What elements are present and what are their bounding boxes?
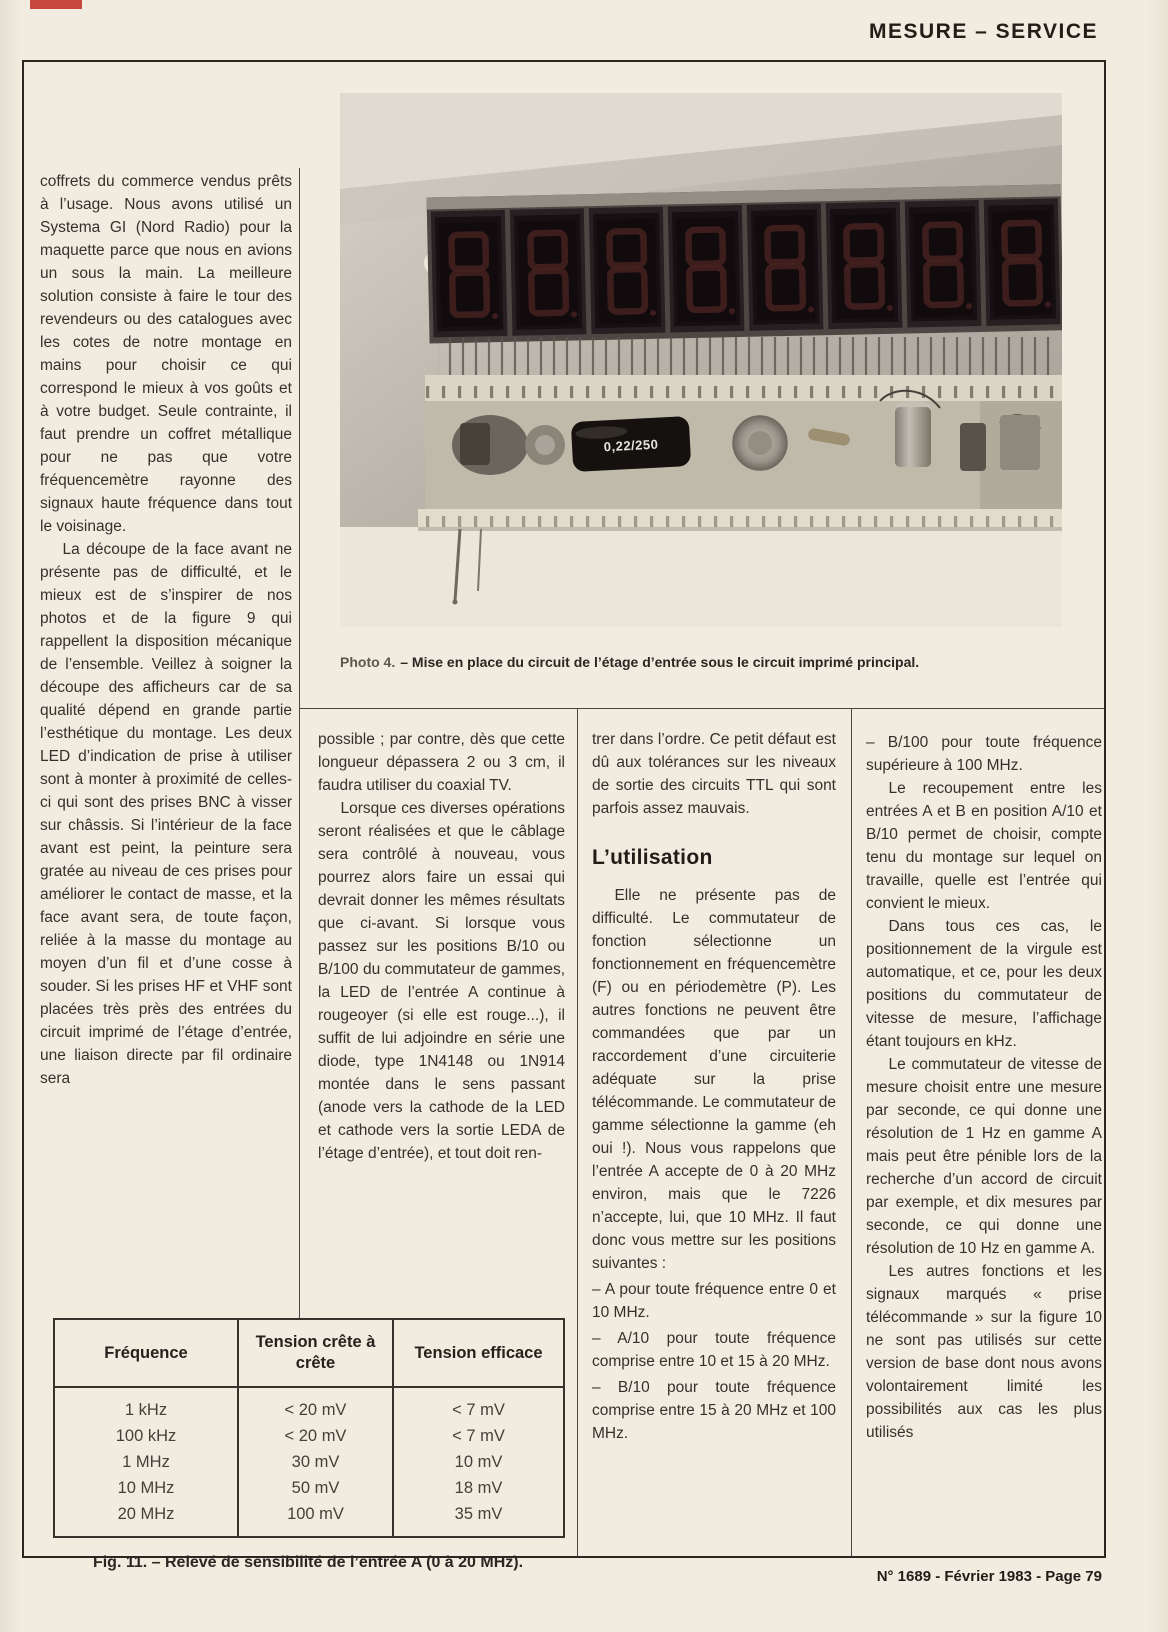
cell: < 7 mV: [393, 1423, 564, 1449]
cell: 30 mV: [238, 1449, 393, 1475]
list-item: – B/10 pour toute fréquence comprise entre 15 à 20 MHz et 100 MHz.: [592, 1379, 836, 1442]
main-board-edge: [425, 375, 1062, 401]
figure-caption: Fig. 11. – Relevé de sensibilité de l’entrée A (0 à 20 MHz).: [92, 1554, 524, 1571]
page-footer: N° 1689 - Février 1983 - Page 79: [876, 1568, 1102, 1585]
display-row: [427, 184, 1062, 343]
cell: < 20 mV: [238, 1387, 393, 1423]
paragraph: Le commutateur de vitesse de mesure choisit entre une mesure par seconde, ce qui donne une résolution de 1 Hz en gamme A mais peut être pénible lors de la recherche d’un accord de circuit par exemple, et dix mesures par seconde, ce qui donne une résolution de 10 Hz en gamme A.: [866, 1056, 1102, 1257]
photo-caption-text: – Mise en place du circuit de l’étage d’entrée sous le circuit imprimé principal.: [400, 654, 920, 670]
cell: < 20 mV: [238, 1423, 393, 1449]
section-header: MESURE – SERVICE: [868, 20, 1098, 43]
cell: < 7 mV: [393, 1387, 564, 1423]
column-header: Tension crête à crête: [238, 1319, 393, 1387]
cell: 18 mV: [393, 1475, 564, 1501]
table-row: [54, 1423, 564, 1449]
component-block: [1000, 415, 1040, 470]
column-header: Tension efficace: [393, 1319, 564, 1387]
photo-circuit-board: [340, 93, 1062, 627]
input-stage-components: [425, 391, 1062, 511]
paragraph: coffrets du commerce vendus prêts à l’usage. Nous avons utilisé un Systema GI (Nord Radio) pour la maquette parce que nous en avions un sous la main. La meilleure solution consiste à faire le tour des revendeurs ou des catalogues avec les cotes de notre montage en mains pour choisir ce qui correspond le mieux à vos goûts et à votre budget. Seule contrainte, il faut prendre un coffret métallique pour ne pas que votre fréquencemètre rayonne des signaux haute fréquence dans tout le voisinage.: [40, 173, 292, 535]
sensitivity-table: [53, 1318, 565, 1538]
table-surface: [340, 527, 1062, 627]
paragraph: La découpe de la face avant ne présente pas de difficulté, et le mieux est de s’inspirer de nos photos et de la figure 9 qui rappellent la disposition mécanique de l’ensemble. Veillez à soigner la découpe des afficheurs car de sa qualité dépend en grande partie l’esthétique du montage. Les deux LED d’indication de prise à utiliser sont à monter à proximité de celles-ci qui sont des prises BNC à visser sur châssis. Si l’intérieur de la face avant est peint, la peinture sera gratée au niveau de ces prises pour améliorer le contact de masse, et la face avant sera, de toute façon, reliée à la masse du montage au moyen d’un fil et d’une cosse à souder. Si les prises HF et VHF sont placées très près des entrées du circuit imprimé de l’étage d’entrée, une liaison directe par fil ordinaire sera: [40, 541, 292, 1087]
component-block: [960, 423, 986, 471]
article-column-3: [592, 728, 836, 1554]
paragraph: Dans tous ces cas, le positionnement de la virgule est automatique, et ce, pour les deux positions du commutateur de vitesse de mesure, l’affichage étant toujours en kHz.: [866, 918, 1102, 1050]
photo-caption-label: Photo 4.: [340, 654, 396, 670]
paragraph: Elle ne présente pas de difficulté. Le commutateur de fonction sélectionne un fonctionnement en fréquencemètre (F) ou en périodemètre (P). Les autres fonctions ne peuvent être commandées que par un raccordement d’une circuiterie adéquate sur la prise télécommande. Le commutateur de gamme sélectionne la gamme (eh oui !). Nous vous rappelons que l’entrée A accepte de 0 à 20 MHz environ, mais que le 7226 n’accepte, lui, que 10 MHz. Il faut donc vous mettre sur les positions suivantes :: [592, 887, 836, 1272]
list-item: – A/10 pour toute fréquence comprise entre 10 et 15 à 20 MHz.: [592, 1330, 836, 1370]
paragraph: trer dans l’ordre. Ce petit défaut est dû aux tolérances sur les niveaux de sortie des circuits TTL qui sont parfois assez mauvais.: [592, 731, 836, 817]
table-row: [54, 1387, 564, 1423]
list-item: – B/100 pour toute fréquence supérieure à 100 MHz.: [866, 734, 1102, 774]
column-divider: [851, 708, 852, 1556]
cell: 100 kHz: [54, 1423, 238, 1449]
cell: 1 MHz: [54, 1449, 238, 1475]
film-capacitor: [571, 416, 691, 472]
paragraph: possible ; par contre, dès que cette longueur dépassera 2 ou 3 cm, il faudra utiliser du coaxial TV.: [318, 731, 565, 794]
table-row: [54, 1475, 564, 1501]
cell: 35 mV: [393, 1501, 564, 1537]
cell: 10 mV: [393, 1449, 564, 1475]
article-column-1: [40, 170, 292, 1310]
paragraph: Lorsque ces diverses opérations seront réalisées et que le câblage sera contrôlé à nouveau, vous pourrez alors faire un essai qui devrait donner les mêmes résultats que ci-avant. Si lorsque vous passez sur les positions B/10 ou B/100 du commutateur de gammes, la LED de l’entrée A continue à rougeoyer (si elle est rouge...), il suffit de lui adjoindre en série une diode, type 1N4148 ou 1N914 montée dans le sens passant (anode vers la cathode de la LED et cathode vers la sortie LEDA de l’étage d’entrée), et tout doit ren-: [318, 800, 565, 1162]
cell: 10 MHz: [54, 1475, 238, 1501]
toroid-center: [535, 435, 555, 455]
article-column-4: [866, 728, 1102, 1554]
cell: 50 mV: [238, 1475, 393, 1501]
table-header-row: [54, 1319, 564, 1387]
section-heading-utilisation: L’utilisation: [592, 846, 713, 869]
list-item: – A pour toute fréquence entre 0 et 10 MHz.: [592, 1281, 836, 1321]
metal-can-top: [748, 431, 772, 455]
circuit-board-illustration: [340, 93, 1062, 627]
table-row: [54, 1501, 564, 1537]
display-pins: [438, 337, 1054, 377]
column-divider: [577, 708, 578, 1556]
electrolytic-capacitor: [895, 407, 931, 467]
input-stage-board-edge: [418, 509, 1062, 531]
red-corner-mark: [30, 0, 82, 9]
paragraph: Les autres fonctions et les signaux marqués « prise télécommande » sur la figure 10 ne sont pas utilisés sur cette version de base dont nous avons volontairement limité les possibilités aux cas les plus utilisés: [866, 1263, 1102, 1441]
column-header: Fréquence: [54, 1319, 238, 1387]
cell: 20 MHz: [54, 1501, 238, 1537]
page-frame: [22, 60, 1106, 1571]
transistor: [460, 423, 490, 465]
table-row: [54, 1449, 564, 1475]
capacitor-label: 0,22/250: [603, 436, 659, 455]
paragraph: Le recoupement entre les entrées A et B en position A/10 et B/10 permet de choisir, compte tenu du montage sur lequel on travaille, quelle est l’entrée qui convient le mieux.: [866, 780, 1102, 912]
sensitivity-table-block: [53, 1318, 563, 1572]
cell: 1 kHz: [54, 1387, 238, 1423]
column-divider: [299, 168, 300, 1318]
photo-caption: [340, 654, 1100, 670]
article-column-2: [318, 728, 565, 1318]
cell: 100 mV: [238, 1501, 393, 1537]
caption-divider: [299, 708, 1104, 709]
